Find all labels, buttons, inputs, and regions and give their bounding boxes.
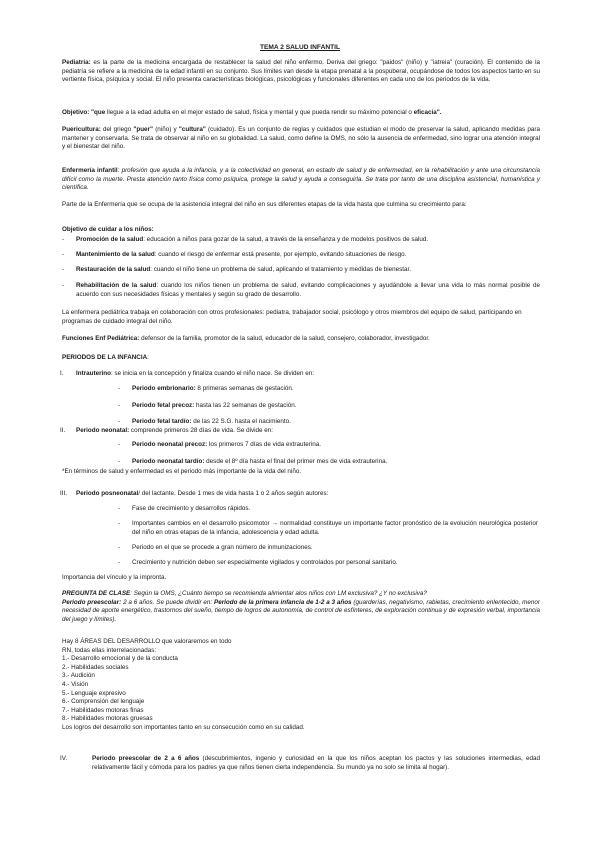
area-item: 6.- Comprensión del lenguaje [62,698,145,706]
areas-logros: Los logros del desarrollo son importantes tanto en su consecución como en su calidad. [62,723,305,731]
bullet-text: Importantes cambios en el desarrollo psicomotor → normalidad constituye un importante factor pronóstico de la evolución neurológica posterior del niño en otras etapas de la infancia, adolescencia y edad adulta. [132,520,538,536]
sub-item [118,418,538,427]
sub-term: Periodo fetal tardío: [132,418,192,425]
objetivo-quote-end: eficacia". [413,109,442,116]
area-item: 4.- Visión [62,680,89,688]
list-item [62,266,540,275]
pediatria-paragraph [62,59,540,85]
sub-term: Periodo fetal precoz: [132,402,195,409]
dash-marker: - [118,418,121,425]
preescolar-iv-term: Periodo preescolar de 2 a 6 años [92,755,200,762]
funciones-term: Funciones Enf Pediátrica: [62,335,140,342]
sub-text: hasta las 22 semanas de gestación. [194,402,297,409]
periodos-nota: *En términos de salud y enfermedad es el periodo más importante de la vida del niño. [62,468,302,475]
dash-marker: - [118,544,121,551]
sub-term: Periodo embrionario: [132,385,196,392]
area-item: 1.- Desarrollo emocional y de la conducta [62,655,178,663]
funciones-text: defensor de la familia, promotor de la salud, educador de la salud, consejero, colaborador, investigador. [139,335,430,342]
enfermeria-paragraph [62,167,540,193]
preescolar-term: Periodo preescolar: [62,598,122,606]
vinculo-text: Importancia del vínculo y la impronta. [62,574,167,581]
primera-infancia-term: Periodo de la primera infancia de 1-2 a 3 años [214,598,352,606]
preescolar-iv-paragraph [92,755,540,772]
preescolar-text: 2 a 6 años. Se puede dividir en: [121,598,215,606]
dash-marker: - [62,266,65,273]
item-text: : cuando el riesgo de enfermar está presente, por ejemplo, evitando situaciones de riesgo. [154,251,407,258]
sub-term: Periodo neonatal tardío: [132,458,205,465]
puericultura-text-3: (cuidado). Es un conjunto de reglas y cuidados que estudian el modo de preservar la salud, aplicando medidas para mantener y conservarla. Se trata de observar al niño en su globalidad. La salud, como define la OMS, no sólo la ausencia de enfermedad, sino lograr una atención integral y el bienestar del niño. [62,126,541,151]
item-term: Mantenimiento de la salud [76,251,155,258]
item-term: Rehabilitación de la salud [76,282,157,289]
item-term: Promoción de la salud [76,236,144,243]
pregunta-term: PREGUNTA DE CLASE [62,590,131,597]
objetivo-paragraph [62,109,540,118]
roman-numeral: IV. [60,755,68,762]
dash-marker: - [118,458,121,465]
sub-item [118,402,538,411]
enfermeria-text: : profesión que ayuda a la infancia, y a la colectividad en general, en estado de salud y de enfermedad, en la rehabilitación y ante una circunstancia difícil como la muerte. Presta atención tanto física como psíquica, protege la salud y ayuda a conseguirla. Se trata por tanto de una disciplina asistencial, humanística y científica. [62,167,540,192]
dash-marker: - [62,251,65,258]
sub-text: los primeros 7 días de vida extrauterina. [207,441,321,448]
item-text: : educación a niños para gozar de la salud, a través de la enseñanza y de modelos positivos de salud. [143,236,429,243]
area-item: 7.- Habilidades motoras finas [62,706,144,714]
puericultura-greek-1: "puer" [133,126,153,133]
periodos-heading-colon: : [147,354,149,361]
puericultura-text-1: del griego [100,126,134,133]
bullet-item [118,520,538,537]
area-item: 2.- Habilidades sociales [62,663,129,671]
dash-marker: - [118,402,121,409]
pregunta-paragraph [62,590,540,624]
area-item: 3.- Audición [62,672,95,680]
sub-item [118,441,538,450]
enfermeria-term: Enfermería infantil [62,167,118,174]
bullet-text: Fase de crecimiento y desarrollos rápidos. [132,505,251,512]
primera-infancia-text: (guarderías, negativismo, rabietas, crecimiento enlentecido, menor necesidad de aporte energético, trastornos del sueño, tiempo de logros de autonomía, de control de esfínteres, de exploración continua y de expresión verbal, importancia del juego y límites). [62,598,540,623]
areas-block [62,638,540,733]
sub-term: Periodo neonatal precoz: [132,441,208,448]
dash-marker: - [62,282,65,289]
objetivo-cuidar-heading [62,226,154,235]
funciones-paragraph [62,335,540,344]
list-item [62,282,540,299]
objetivo-quote-start: "que [91,109,106,116]
dash-marker: - [62,236,65,243]
roman-numeral: III. [60,490,67,497]
item-term: Restauración de la salud [76,266,151,273]
pregunta-text: : Según la OMS, ¿Cuánto tiempo se recomienda alimentar alos niños con LM exclusiva? ¿Y no exclusiva? [130,590,427,597]
list-item [62,251,540,260]
objetivo-cuidar-heading-text: Objetivo de cuidar a los niños: [62,226,154,233]
sub-item [118,385,538,394]
dash-marker: - [118,441,121,448]
dash-marker: - [118,505,121,512]
periodo-term: Periodo posneonatal [76,490,139,497]
roman-numeral: I. [60,370,64,377]
bullet-text: Periodo en el que se procede a gran número de inmunizaciones. [132,544,313,551]
periodos-heading-text: PERIODOS DE LA INFANCIA [62,354,148,361]
item-text: : cuando el niño tiene un problema de salud, aplicando el tratamiento y medidas de bienestar. [150,266,411,273]
puericultura-paragraph [62,126,540,152]
areas-intro-1: Hay 8 ÁREAS DEL DESARROLLO que valoraremos en todo [62,638,232,645]
colaboracion-paragraph: La enfermera pediátrica trabaja en colaboración con otros profesionales: pediatra, trabajador social, psicólogo y otros miembros del equipo de salud, participando en programas de cuidado integral del niño. [62,309,522,325]
sub-item [118,458,538,467]
bullet-item [118,559,538,568]
puericultura-greek-2: "cultura" [178,126,206,133]
dash-marker: - [118,520,121,527]
periodo-text: : se inicia en la concepción y finaliza cuando el niño nace. Se dividen en: [110,370,315,377]
periodo-text: comprende primeros 28 días de vida. Se divide en: [129,427,274,434]
periodo-term: Intrauterino [76,370,111,377]
bullet-item [118,544,538,553]
periodos-heading [62,354,149,363]
pediatria-text: es la parte de la medicina encargada de restablecer la salud del niño enfermo. Deriva del griego: "paidos" (niño) y "iatreia" (curación). El contenido de la pediatría se refiere a la medicina de la edad infantil en su conjunto. Sus límites van desde la etapa prenatal a la pospuberal, ocupándose de todos los aspectos tanto en su vertiente física, psíquica y social. El niño presenta características biológicas, psicológicas y funcionales diferentes en cada uno de los periodos de la vida. [62,59,540,84]
area-item: 5.- Lenguaje expresivo [62,689,126,697]
sub-text: desde el 8º día hasta el final del primer mes de vida extrauterina. [204,458,388,465]
item-text: : cuando los niños tienen un problema de salud, evitando complicaciones y ayudándole a llevar una vida lo más normal posible de acuerdo con sus necesidades físicas y mentales y según su grado de desarrollo. [76,282,540,298]
objetivo-text: llegue a la edad adulta en el mejor estado de salud, física y mental y que pueda rendir su máximo potencial o [105,109,414,116]
preescolar-iv-text: (descubrimientos, ingenio y curiosidad en la que los niños aceptan los pactos y las soluciones intermedias, edad relativamente fácil y cómoda para los padres ya que niños tienen cierta independencia. Su mundo ya no solo se limita al hogar). [92,755,540,771]
objetivo-term: Objetivo: [62,109,92,116]
bullet-item [118,505,538,514]
dash-marker: - [118,385,121,392]
dash-marker: - [118,559,121,566]
bullet-text: Crecimiento y nutrición deben ser especialmente vigilados y controlados por personal sanitario. [132,559,398,566]
sub-text: de las 22 S.G. hasta el nacimiento. [191,418,291,425]
sub-text: 8 primeras semanas de gestación. [195,385,294,392]
periodo-text: / del lactante. Desde 1 mes de vida hasta 1 o 2 años según autores: [138,490,329,497]
puericultura-text-2: (niño) y [153,126,179,133]
pediatria-term: Pediatría: [62,59,91,66]
area-item: 8.- Habilidades motoras gruesas [62,715,153,723]
page-title: TEMA 2 SALUD INFANTIL [260,44,340,51]
areas-intro-2: RN, todas ellas interrelacionadas: [62,646,157,654]
periodo-term: Periodo neonatal: [76,427,130,434]
puericultura-term: Puericultura: [62,126,101,133]
parte-paragraph: Parte de la Enfermería que se ocupa de la asistencia integral del niño en sus diferentes etapas de la vida hasta que culmina su crecimiento para: [62,201,467,208]
roman-numeral: II. [60,427,66,434]
periodo-preescolar-iv [60,755,540,772]
list-item [62,236,540,245]
